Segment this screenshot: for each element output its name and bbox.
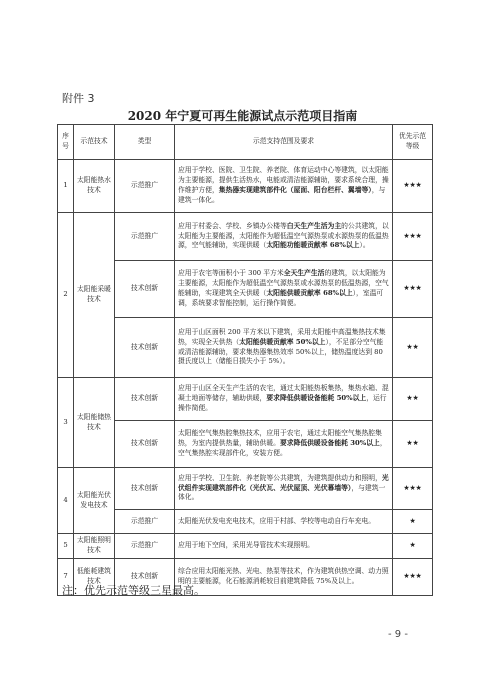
header-level: 优先示范等级 [393,125,433,160]
seq-cell: 2 [58,213,74,378]
table-row [58,510,433,534]
tech-cell: 太阳能热水技术 [74,160,115,213]
document-title: 2020 年宁夏可再生能源试点示范项目指南 [127,109,358,123]
priority-stars: ★★★ [393,160,433,213]
table-row [58,421,433,468]
scope-cell: 应用于学校、医院、卫生院、养老院、体育运动中心等建筑，以太阳能为主要能源，提供生活热水，电能或清洁能源辅助，要求系统合理，操作维护方便，集热器实现建筑部件化（屋面、阳台栏杆、翼墙等），与建筑一体化。 [175,160,393,213]
scope-cell: 太阳能光伏发电充电技术，应用于村部、学校等电动自行车充电。 [175,510,393,534]
tech-cell: 低能耗建筑技术 [74,558,115,595]
scope-cell: 应用于山区面积 200 平方米以下建筑，采用太阳能中高温集热技术集热，实现全天供热（太阳能供暖贡献率 50%以上），不足部分空气能或清洁能源辅助，要求集热器集热效率 50%以上，储热温度达到 80 摄氏度以上（储能日损失小于 5%）。 [175,318,393,378]
seq-cell: 5 [58,534,74,559]
priority-stars: ★ [393,510,433,534]
seq-cell: 1 [58,160,74,213]
seq-cell: 3 [58,378,74,468]
scope-cell: 综合应用太阳能光热、光电、热泵等技术，作为建筑供热空调、动力照明的主要能源，化石能源消耗较目前建筑降低 75%及以上。 [175,558,393,595]
table-row [58,160,433,213]
type-cell: 技术创新 [115,261,175,318]
header-tech: 示范技术 [74,125,115,160]
type-cell: 技术创新 [115,468,175,510]
footnote: 注：优先示范等级三星最高。 [62,584,205,597]
seq-cell: 7 [58,558,74,595]
priority-stars: ★★★ [393,261,433,318]
priority-stars: ★★ [393,318,433,378]
priority-stars: ★★★ [393,558,433,595]
tech-cell: 太阳能采暖技术 [74,213,115,378]
table-row [58,534,433,559]
type-cell: 技术创新 [115,378,175,421]
table-row [58,261,433,318]
table-row [58,468,433,510]
header-scope: 示范支持范围及要求 [175,125,393,160]
header-type: 类型 [115,125,175,160]
tech-cell: 太阳能光伏发电技术 [74,468,115,534]
priority-stars: ★ [393,534,433,559]
tech-cell: 太阳能照明技术 [74,534,115,559]
scope-cell: 应用于地下空间，采用光导管技术实现照明。 [175,534,393,559]
table-row [58,213,433,261]
project-guide-table [57,124,433,596]
scope-cell: 应用于学校、卫生院、养老院等公共建筑，为建筑提供动力和照明，光伏组件实现建筑部件化（光伏瓦、光伏屋顶、光伏幕墙等），与建筑一体化。 [175,468,393,510]
type-cell: 示范推广 [115,160,175,213]
type-cell: 技术创新 [115,421,175,468]
scope-cell: 太阳能空气集热腔集热技术，应用于农宅，通过太阳能空气集热腔集热，为室内提供热量，辅助供暖。要求降低供暖设备能耗 30%以上，空气集热腔实现部件化，安装方便。 [175,421,393,468]
type-cell: 技术创新 [115,558,175,595]
table-row [58,378,433,421]
priority-stars: ★★★ [393,468,433,510]
priority-stars: ★★ [393,378,433,421]
page-number: - 9 - [388,629,408,640]
header-seq: 序号 [58,125,74,160]
table-row [58,318,433,378]
type-cell: 示范推广 [115,534,175,559]
attachment-label: 附件 3 [62,92,95,105]
priority-stars: ★★ [393,421,433,468]
type-cell: 技术创新 [115,318,175,378]
table-header-row [58,125,433,160]
scope-cell: 应用于村委会、学校、乡镇办公楼等白天生产生活为主的公共建筑，以太阳能为主要能源，太阳能作为超低温空气源热泵或水源热泵的低温热源，空气能辅助，实现供暖（太阳能功能暖贡献率 68%以上）。 [175,213,393,261]
scope-cell: 应用于农宅等面积小于 300 平方米全天生产生活的建筑，以太阳能为主要能源，太阳能作为超低温空气源热泵或水源热泵的低温热源，空气能辅助，实现建筑全天供暖（太阳能供暖贡献率 68%以上），室温可调，系统要求智能控制，运行操作简便。 [175,261,393,318]
priority-stars: ★★★ [393,213,433,261]
tech-cell: 太阳能储热技术 [74,378,115,468]
seq-cell: 4 [58,468,74,534]
type-cell: 示范推广 [115,510,175,534]
scope-cell: 应用于山区全天生产生活的农宅，通过太阳能热板集热，集热水箱、混凝土地面等储存，辅助供暖，要求降低供暖设备能耗 50%以上，运行操作简便。 [175,378,393,421]
type-cell: 示范推广 [115,213,175,261]
